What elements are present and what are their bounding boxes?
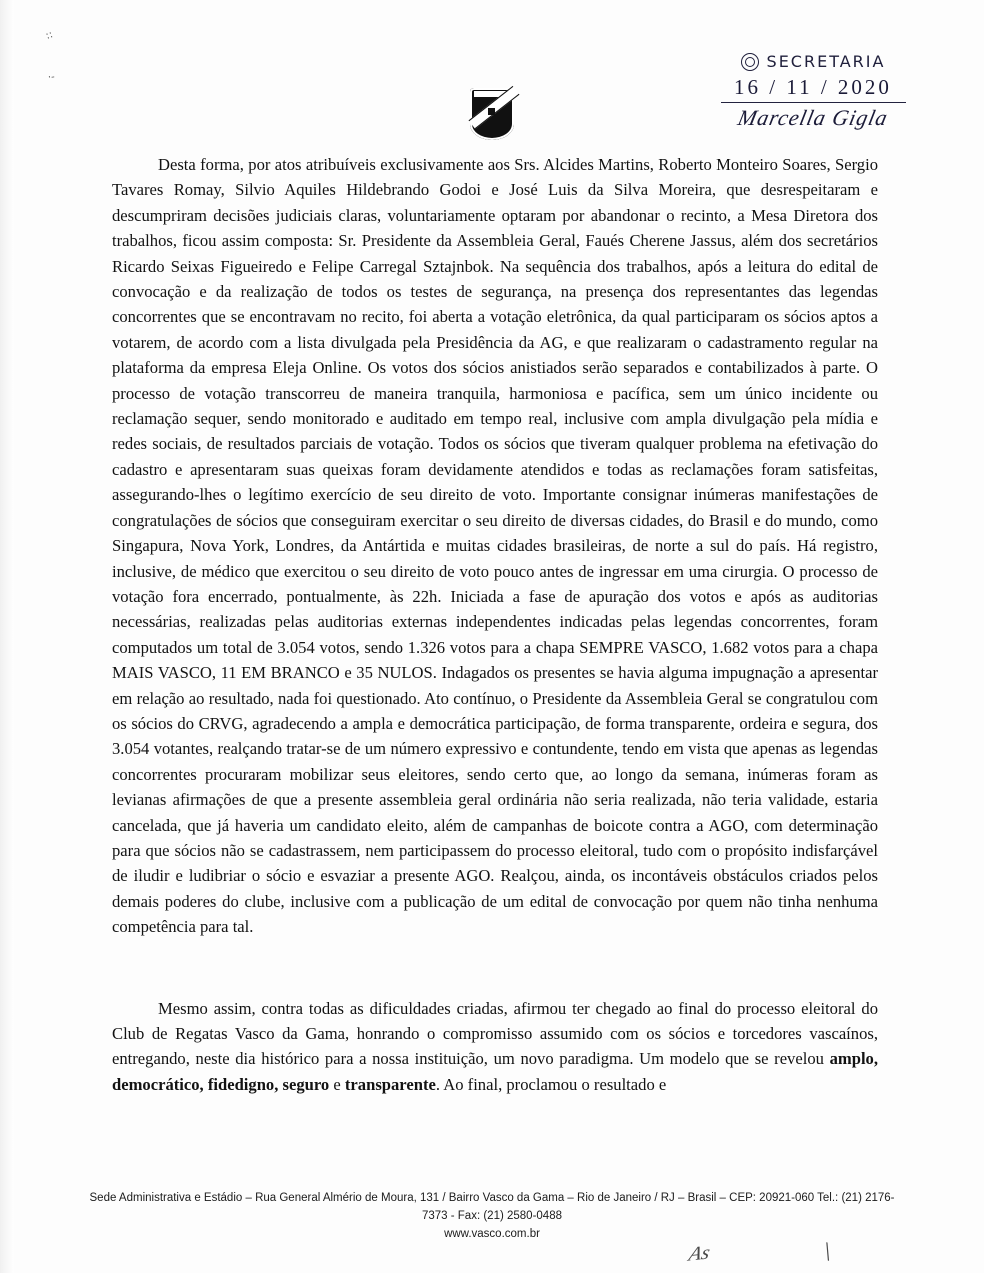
bottom-signature-right: \ <box>820 1236 835 1267</box>
seal-icon <box>741 53 759 71</box>
footer-fax: 7373 - Fax: (21) 2580-0488 <box>421 1210 562 1222</box>
paragraph-main: Desta forma, por atos atribuíveis exclusivamente aos Srs. Alcides Martins, Roberto Monteiro Soares, Sergio Tavares Romay, Silvio Aquiles Hildebrando Godoi e José Luis da Silva Moreira, que desrespeitaram e descumpriram decisões judiciais claras, voluntariamente optaram por abandonar o recinto, a Mesa Diretora dos trabalhos, ficou assim composta: Sr. Presidente da Assembleia Geral, Faués Cherene Jassus, além dos secretários Ricardo Seixas Figueiredo e Felipe Carregal Sztajnbok. Na sequência dos trabalhos, após a leitura do edital de convocação e da realização de todos os testes de segurança, na presença dos representantes das legendas concorrentes que se encontravam no recito, foi aberta a votação eletrônica, da qual participaram os sócios aptos a votarem, de acordo com a lista divulgada pela Presidência da AG, e que realizaram o cadastramento regular na plataforma da empresa Eleja Online. Os votos dos sócios anistiados serão separados e contabilizados à parte. O processo de votação transcorreu de maneira tranquila, harmoniosa e pacífica, sem um único incidente ou reclamação sequer, sendo monitorado e auditado em tempo real, inclusive com ampla divulgação pela mídia e redes sociais, de resultados parciais de votação. Todos os sócios que tiveram qualquer problema na efetivação do cadastro e apresentaram suas queixas foram devidamente atendidos e todas as reclamações foram satisfeitas, assegurando-lhes o legítimo exercício de seu direito de voto. Importante consignar inúmeras manifestações de congratulações de sócios que conseguiram exercitar o seu direito de diversas cidades, do Brasil e do mundo, como Singapura, Nova York, Londres, da Antártida e muitas cidades brasileiras, de norte a sul do país. Há registro, inclusive, de médico que exercitou o seu direito de voto pouco antes de ingressar em uma cirurgia. O processo de votação fora encerrado, pontualmente, às 22h. Iniciada a fase de apuração dos votos e após as auditorias necessárias, realizadas pelas auditorias externas independentes indicadas pelas legendas concorrentes, foram computados um total de 3.054 votos, sendo 1.326 votos para a chapa SEMPRE VASCO, 1.682 votos para a chapa MAIS VASCO, 11 EM BRANCO e 35 NULOS. Indagados os presentes se havia alguma impugnação a apresentar em relação ao resultado, nada foi questionado. Ato contínuo, o Presidente da Assembleia Geral se congratulou com os sócios do CRVG, agradecendo a ampla e democrática participação, de forma transparente, ordeira e segura, dos 3.054 votantes, realçando tratar-se de um número expressivo e contundente, tendo em vista que apenas as legendas concorrentes procuraram mobilizar seus eleitores, sendo certo que, ao longo da semana, inúmeras foram as levianas afirmações de que a presente assembleia geral ordinária não seria realizada, não teria validade, estaria cancelada, que já haveria um candidato eleito, além de campanhas de boicote contra a AGO, com determinação para que sócios não se cadastrassem, nem participassem do processo eleitoral, tudo com o propósito indisfarçável de iludir e ludibriar o sócio e esvaziar a presente AGO. Realçou, ainda, os incontáveis obstáculos criados pelos demais poderes do clube, inclusive com a publicação de um edital de convocação por quem não tinha nenhuma competência para tal. <box>112 155 878 937</box>
closing-mid: e <box>329 1074 345 1094</box>
footer-website: www.vasco.com.br <box>444 1228 540 1240</box>
paragraph-closing <box>112 996 878 1098</box>
footer-address: Sede Administrativa e Estádio – Rua General Almério de Moura, 131 / Bairro Vasco da Gama – Rio de Janeiro / RJ – Brasil – CEP: 20921-060 Tel.: (21) 2176- <box>89 1192 895 1204</box>
margin-mark-second: ·- <box>47 71 56 84</box>
document-body <box>112 152 878 1097</box>
bottom-signature-left: As <box>686 1241 713 1266</box>
page-footer <box>0 1189 984 1243</box>
closing-part1: Mesmo assim, contra todas as dificuldades criadas, afirmou ter chegado ao final do processo eleitoral do Club de Regatas Vasco da Gama, honrando o compromisso assumido com os sócios e torcedores vascaínos, entregando, neste dia histórico para a nossa instituição, um novo paradigma. Um modelo que se revelou <box>112 998 878 1069</box>
stamp-signature: Marcella Gigla <box>735 105 891 130</box>
closing-part2: . Ao final, proclamou o resultado e <box>435 1074 667 1094</box>
closing-bold1: amplo, democrático, fidedigno, seguro <box>112 1049 878 1094</box>
scan-edge <box>0 0 14 1273</box>
stamp-date: 16 / 11 / 2020 <box>721 75 906 103</box>
stamp-title-text: SECRETARIA <box>766 52 886 71</box>
margin-mark-top: :: <box>44 29 55 42</box>
stamp-title-row <box>708 52 918 71</box>
crest-container <box>0 88 984 140</box>
vasco-crest-icon <box>470 88 514 140</box>
closing-bold2: transparente <box>344 1074 436 1094</box>
